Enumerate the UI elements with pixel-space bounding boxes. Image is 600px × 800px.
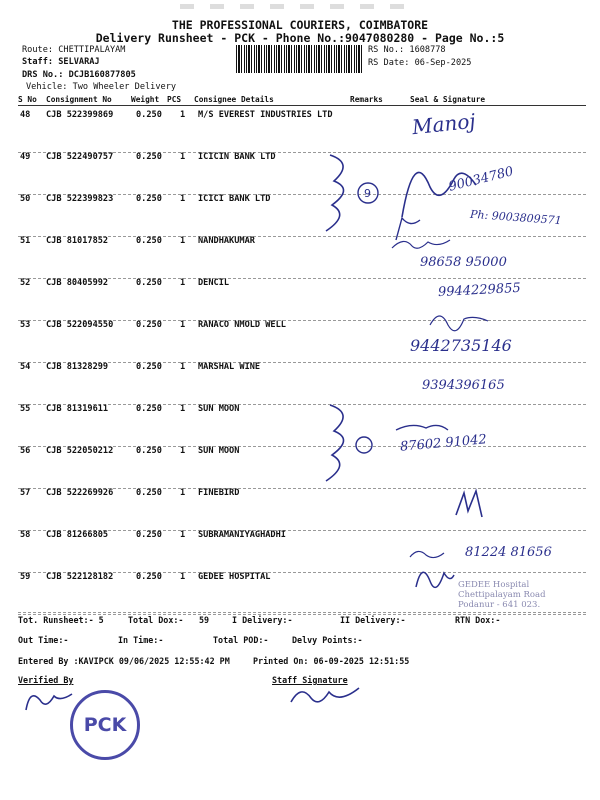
barcode [236,45,364,73]
rtn-dox: RTN Dox:- [455,615,501,625]
table-row: 48 CJB 522399869 0.250 1 M/S EVEREST INDUSTRIES LTD [18,110,586,153]
header-rule [18,105,586,106]
table-row: 51 CJB 81017852 0.250 1 NANDHAKUMAR [18,236,586,279]
total-runsheet: Tot. Runsheet:- 5 [18,615,104,625]
signature-scribble [416,572,454,587]
delivery-points: Delvy Points:- [292,635,363,645]
handwritten-phone: Ph: 9003809571 [469,207,563,228]
handwritten-phone: 90034780 [447,164,516,195]
signature-scribble [430,316,488,331]
entered-by: Entered By :KAVIPCK 09/06/2025 12:55:42 PM [18,656,230,666]
table-row: 50 CJB 522399823 0.250 1 ICICI BANK LTD [18,194,586,237]
route: Route: CHETTIPALAYAM [22,45,126,55]
printed-on: Printed On: 06-09-2025 12:51:55 [253,656,410,666]
rs-date: RS Date: 06-Sep-2025 [368,58,472,68]
total-dox-value: 59 [199,615,210,625]
staff-signature [285,680,365,714]
hospital-stamp-line: Podanur - 641 023. [458,600,541,610]
table-row: 55 CJB 81319611 0.250 1 SUN MOON [18,404,586,447]
signature-scribble [396,425,448,430]
col-weight: Weight [131,95,160,104]
handwritten-marks [320,145,590,615]
bracket-mark [326,405,344,481]
col-seal: Seal & Signature [410,95,486,104]
staff: Staff: SELVARAJ [22,57,100,67]
handwritten-phone: 98658 95000 [420,255,507,270]
table-row: 54 CJB 81328299 0.250 1 MARSHAL WINE [18,362,586,405]
footer-rule [18,612,586,613]
count-circle [356,437,372,453]
vehicle: Vehicle: Two Wheeler Delivery [26,82,177,92]
total-pod: Total POD:- [213,635,269,645]
signature-scribble [291,688,359,702]
signature-scribble [410,551,444,557]
col-remarks: Remarks [350,95,383,104]
out-time: Out Time:- [18,635,69,645]
hospital-stamp [458,580,546,610]
handwritten-phone: 9442735146 [410,336,512,355]
signature-scribble [26,694,72,710]
col-sno: S No [18,95,37,104]
pck-stamp: PCK [70,690,140,760]
total-dox-label: Total Dox:- [128,615,184,625]
hospital-stamp-line: Chettipalayam Road [458,590,546,600]
signature-scribble [402,172,476,217]
col-consignee: Consignee Details [194,95,274,104]
ii-delivery: II Delivery:- [340,615,406,625]
signature-scribble [392,240,450,248]
handwritten-phone: 9394396165 [422,378,505,393]
table-row: 57 CJB 522269926 0.250 1 FINEBIRD [18,488,586,531]
col-pcs: PCS [167,95,182,104]
handwritten-phone: 87602 91042 [399,432,488,455]
col-consignment: Consignment No [46,95,112,104]
table-row: 59 CJB 522128182 0.250 1 GEDEE HOSPITAL [18,572,586,615]
signature-scribble [456,491,482,517]
handwritten-phone: 81224 81656 [465,545,552,560]
signature-scribble [396,218,420,240]
runsheet-subtitle: Delivery Runsheet - PCK - Phone No.:9047080280 - Page No.:5 [95,31,505,45]
i-delivery: I Delivery:- [232,615,293,625]
staff-signature-label: Staff Signature [272,675,348,685]
table-row: 52 CJB 80405992 0.250 1 DENCIL [18,278,586,321]
count-circle-text: 9 [364,187,371,200]
table-row: 49 CJB 522490757 0.250 1 ICICIN BANK LTD [18,152,586,195]
verified-by: Verified By [18,675,74,685]
in-time: In Time:- [118,635,164,645]
table-row: 56 CJB 522050212 0.250 1 SUN MOON [18,446,586,489]
table-row: 58 CJB 81266805 0.250 1 SUBRAMANIYAGHADHI [18,530,586,573]
top-shade [180,4,420,9]
handwritten-signature: Manoj [410,108,477,140]
handwritten-phone: 9944229855 [437,280,522,301]
bracket-mark [326,155,344,231]
company-title: THE PROFESSIONAL COURIERS, COIMBATORE [171,18,429,32]
rs-number: RS No.: 1608778 [368,45,446,55]
hospital-stamp-line: GEDEE Hospital [458,580,530,590]
table-row: 53 CJB 522094550 0.250 1 RANACO NMOLD WELL [18,320,586,363]
drs-number: DRS No.: DCJB160877805 [22,70,136,80]
